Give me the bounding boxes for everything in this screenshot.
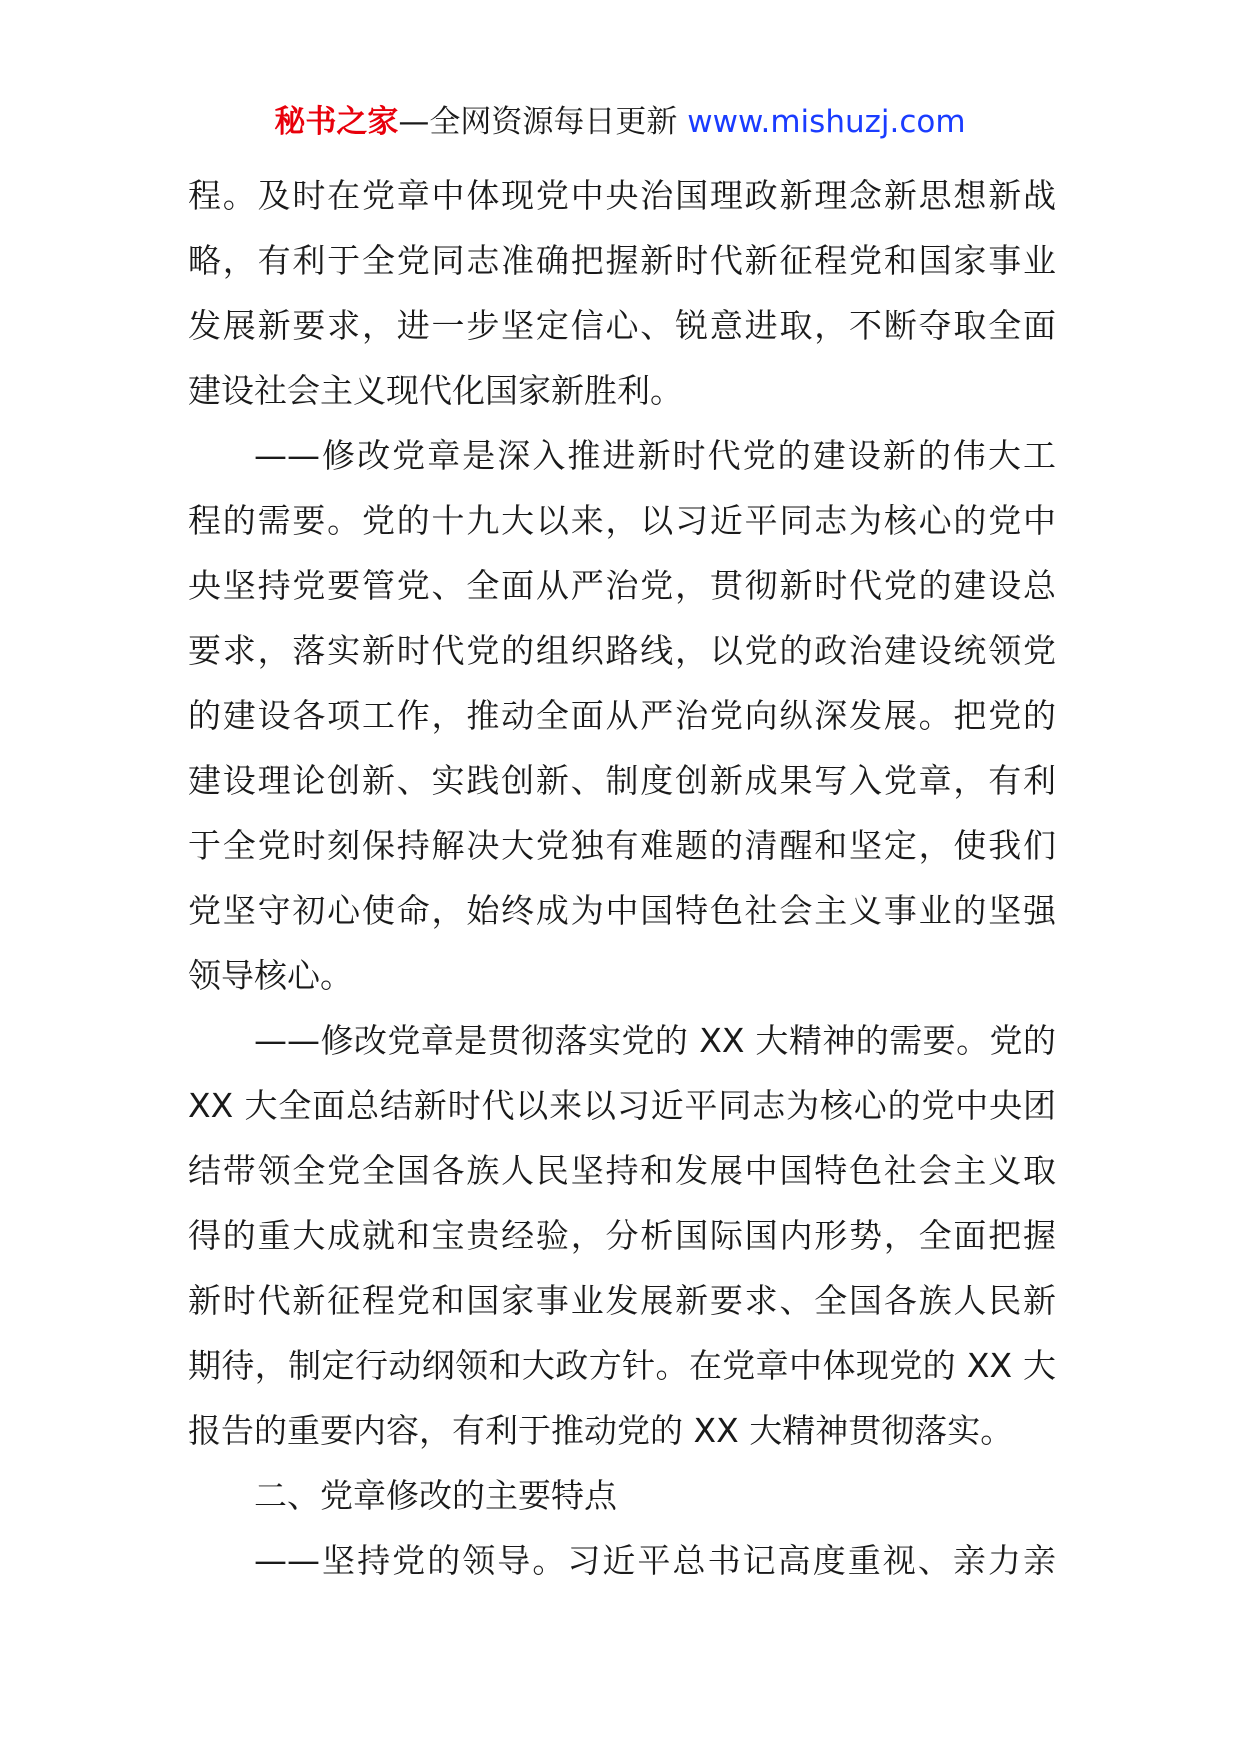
paragraph (188, 163, 1056, 423)
text-line: 党坚守初心使命，始终成为中国特色社会主义事业的坚强 (188, 891, 1056, 930)
text-line: 的建设各项工作，推动全面从严治党向纵深发展。把党的 (188, 696, 1056, 735)
text-line: 于全党时刻保持解决大党独有难题的清醒和坚定，使我们 (188, 826, 1056, 865)
site-tagline: —全网资源每日更新 (398, 104, 688, 140)
text-line: ——修改党章是贯彻落实党的 XX 大精神的需要。党的 (254, 1021, 1056, 1060)
text-line: 程。及时在党章中体现党中央治国理政新理念新思想新战 (188, 176, 1056, 215)
text-line: ——坚持党的领导。习近平总书记高度重视、亲力亲 (254, 1541, 1056, 1580)
site-brand: 秘书之家 (274, 104, 399, 140)
site-url: www.mishuzj.com (687, 104, 966, 140)
text-line: ——修改党章是深入推进新时代党的建设新的伟大工 (254, 436, 1056, 475)
text-line: 发展新要求，进一步坚定信心、锐意进取，不断夺取全面 (188, 306, 1056, 345)
text-line: 二、党章修改的主要特点 (254, 1476, 617, 1515)
text-line: 新时代新征程党和国家事业发展新要求、全国各族人民新 (188, 1281, 1056, 1320)
text-line: 央坚持党要管党、全面从严治党，贯彻新时代党的建设总 (188, 566, 1056, 605)
text-line: 得的重大成就和宝贵经验，分析国际国内形势，全面把握 (188, 1216, 1056, 1255)
document-body (188, 163, 1056, 1593)
text-line: 期待，制定行动纲领和大政方针。在党章中体现党的 XX 大 (188, 1346, 1056, 1385)
text-line: 建设理论创新、实践创新、制度创新成果写入党章，有利 (188, 761, 1056, 800)
text-line: 略，有利于全党同志准确把握新时代新征程党和国家事业 (188, 241, 1056, 280)
text-line: 领导核心。 (188, 956, 353, 995)
text-line: 报告的重要内容，有利于推动党的 XX 大精神贯彻落实。 (188, 1411, 1014, 1450)
page-header (0, 100, 1240, 144)
text-line: 要求，落实新时代党的组织路线，以党的政治建设统领党 (188, 631, 1056, 670)
paragraph (188, 1008, 1056, 1463)
text-line: XX 大全面总结新时代以来以习近平同志为核心的党中央团 (188, 1086, 1056, 1125)
text-line: 建设社会主义现代化国家新胜利。 (188, 371, 683, 410)
text-line: 程的需要。党的十九大以来，以习近平同志为核心的党中 (188, 501, 1056, 540)
paragraph (188, 423, 1056, 1008)
paragraph (188, 1528, 1056, 1593)
section-heading (188, 1463, 1056, 1528)
text-line: 结带领全党全国各族人民坚持和发展中国特色社会主义取 (188, 1151, 1056, 1190)
